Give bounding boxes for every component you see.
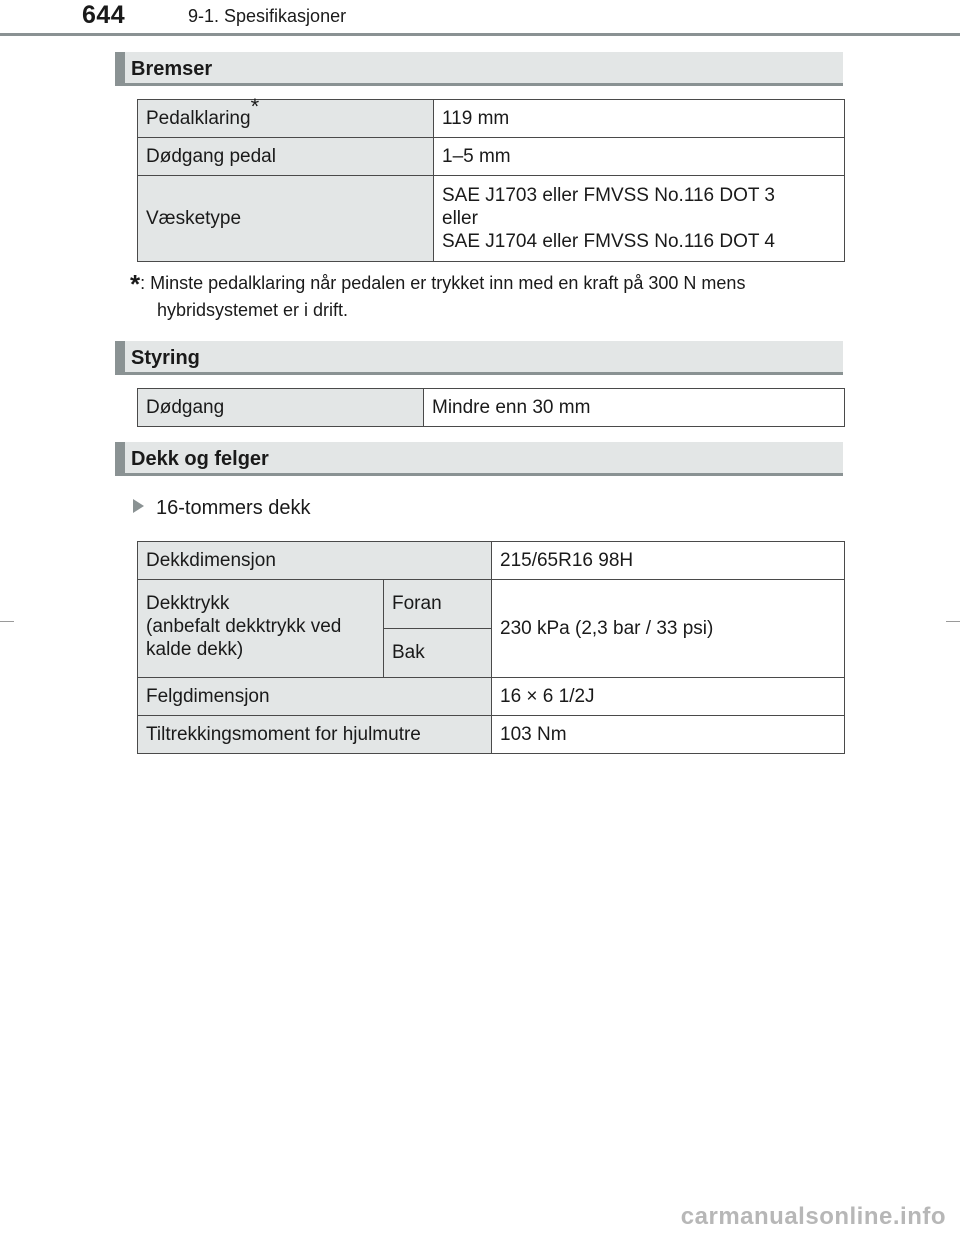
heading-accent-stripe <box>115 52 125 83</box>
page-number: 644 <box>82 1 126 29</box>
table-row <box>138 580 845 629</box>
row-value-fluid-type: SAE J1703 eller FMVSS No.116 DOT 3 eller SAE J1704 eller FMVSS No.116 DOT 4 <box>434 176 845 262</box>
row-label-fluid-type: Væsketype <box>138 176 434 262</box>
row-value-rim-size: 16 × 6 1/2J <box>492 678 845 716</box>
table-row <box>138 100 845 138</box>
footnote-marker: * <box>130 269 141 299</box>
row-label-rim-size: Felgdimensjon <box>138 678 492 716</box>
row-label-pedal-play: Dødgang pedal <box>138 138 434 176</box>
section-heading-tires <box>115 442 843 476</box>
row-value-tire-size: 215/65R16 98H <box>492 542 845 580</box>
row-value-pedal-clearance: 119 mm <box>434 100 845 138</box>
brakes-footnote: *: Minste pedalklaring når pedalen er trykket inn med en kraft på 300 N mens hybridsystemet er i drift. <box>130 269 746 320</box>
brakes-table <box>137 93 845 262</box>
row-value-tire-pressure: 230 kPa (2,3 bar / 33 psi) <box>492 580 845 678</box>
row-label-nut-torque: Tiltrekkingsmoment for hjulmutre <box>138 716 492 754</box>
row-label-steering-play: Dødgang <box>138 389 424 427</box>
row-value-steering-play: Mindre enn 30 mm <box>424 389 845 427</box>
row-label-pedal-clearance: Pedalklaring* <box>138 100 434 138</box>
table-row <box>138 138 845 176</box>
table-row <box>138 542 845 580</box>
crop-mark-right <box>946 621 960 622</box>
tires-table <box>137 541 845 754</box>
header-divider <box>0 33 960 36</box>
table-row <box>138 389 845 427</box>
row-label-rear: Bak <box>384 629 492 678</box>
footnote-marker: * <box>250 93 260 119</box>
table-row <box>138 716 845 754</box>
triangle-bullet-icon <box>133 499 144 513</box>
row-label-tire-size: Dekkdimensjon <box>138 542 492 580</box>
crop-mark-left <box>0 621 14 622</box>
subheading-16-inch: 16-tommers dekk <box>133 497 311 520</box>
row-label-front: Foran <box>384 580 492 629</box>
section-breadcrumb: 9-1. Spesifikasjoner <box>188 6 347 26</box>
section-title-steering: Styring <box>131 347 200 369</box>
heading-accent-stripe <box>115 341 125 372</box>
section-title-brakes: Bremser <box>131 58 213 80</box>
page-header <box>0 0 960 40</box>
section-heading-brakes <box>115 52 843 86</box>
row-value-pedal-play: 1–5 mm <box>434 138 845 176</box>
row-label-tire-pressure: Dekktrykk (anbefalt dekktrykk ved kalde dekk) <box>138 580 384 678</box>
steering-table <box>137 388 845 427</box>
heading-accent-stripe <box>115 442 125 473</box>
table-row <box>138 176 845 262</box>
row-value-nut-torque: 103 Nm <box>492 716 845 754</box>
watermark: carmanualsonline.info <box>680 1203 946 1230</box>
section-title-tires: Dekk og felger <box>131 448 269 470</box>
table-row <box>138 678 845 716</box>
section-heading-steering <box>115 341 843 375</box>
